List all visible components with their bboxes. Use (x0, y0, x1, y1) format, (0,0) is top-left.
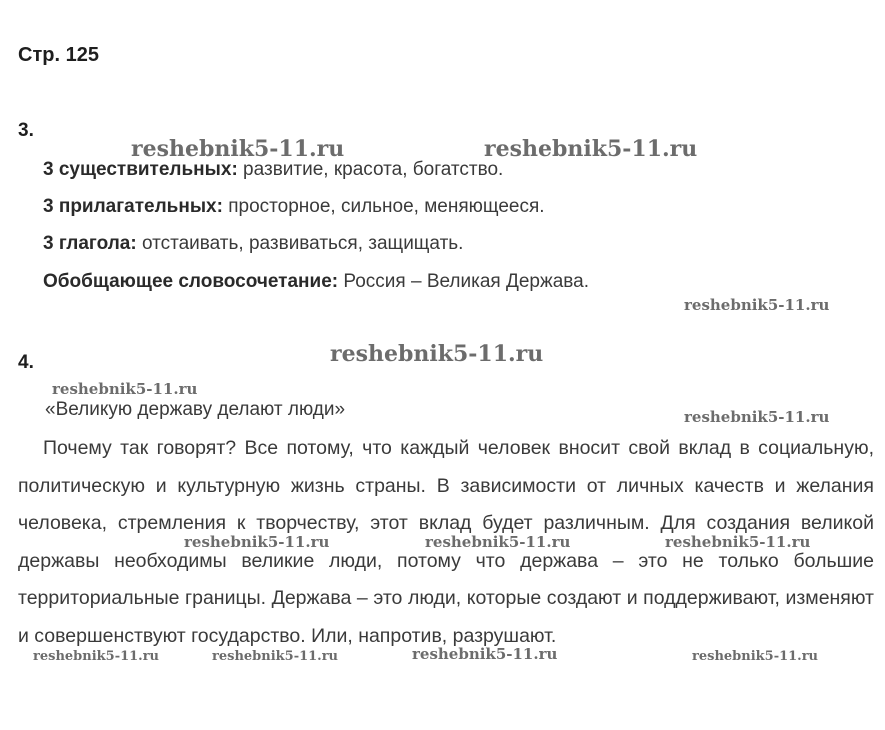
verbs-label: 3 глагола: (43, 233, 137, 254)
page-number: Стр. 125 (18, 44, 99, 66)
watermark: reshebnik5-11.ru (692, 649, 819, 664)
watermark: reshebnik5-11.ru (212, 649, 339, 664)
phrase-label: Обобщающее словосочетание: (43, 271, 339, 292)
watermark: reshebnik5-11.ru (184, 533, 330, 551)
verbs-text: отстаивать, развиваться, защищать. (136, 233, 464, 254)
watermark: reshebnik5-11.ru (131, 136, 345, 162)
watermark: reshebnik5-11.ru (684, 408, 830, 426)
watermark: reshebnik5-11.ru (684, 296, 830, 314)
task-4-number: 4. (18, 352, 34, 373)
adjectives-line (43, 196, 545, 218)
watermark: reshebnik5-11.ru (412, 645, 558, 663)
verbs-line (43, 233, 463, 255)
adjectives-text: просторное, сильное, меняющееся. (222, 196, 545, 217)
nouns-text: развитие, красота, богатство. (237, 159, 504, 180)
task-3-number: 3. (18, 120, 34, 141)
nouns-line (43, 159, 503, 181)
task-4-title: «Великую державу делают люди» (45, 399, 346, 420)
watermark: reshebnik5-11.ru (484, 136, 698, 162)
watermark: reshebnik5-11.ru (665, 533, 811, 551)
watermark: reshebnik5-11.ru (425, 533, 571, 551)
watermark: reshebnik5-11.ru (33, 649, 160, 664)
task-4-paragraph: Почему так говорят? Все потому, что каждый человек вносит свой вклад в социальную, политическую и культурную жизнь страны. В зависимости от личных качеств и желания человека, стремления к творчеству, этот вклад будет различным. Для создания великой державы необходимы великие люди, потому что держава – это не только большие территориальные границы. Держава – это люди, которые создают и поддерживают, изменяют и совершенствуют государство. Или, напротив, разрушают. (18, 437, 874, 647)
watermark: reshebnik5-11.ru (52, 380, 198, 398)
nouns-label: 3 существительных: (43, 159, 238, 180)
adjectives-label: 3 прилагательных: (43, 196, 223, 217)
watermark: reshebnik5-11.ru (330, 341, 544, 367)
phrase-line (43, 271, 589, 293)
phrase-text: Россия – Великая Держава. (338, 271, 589, 292)
